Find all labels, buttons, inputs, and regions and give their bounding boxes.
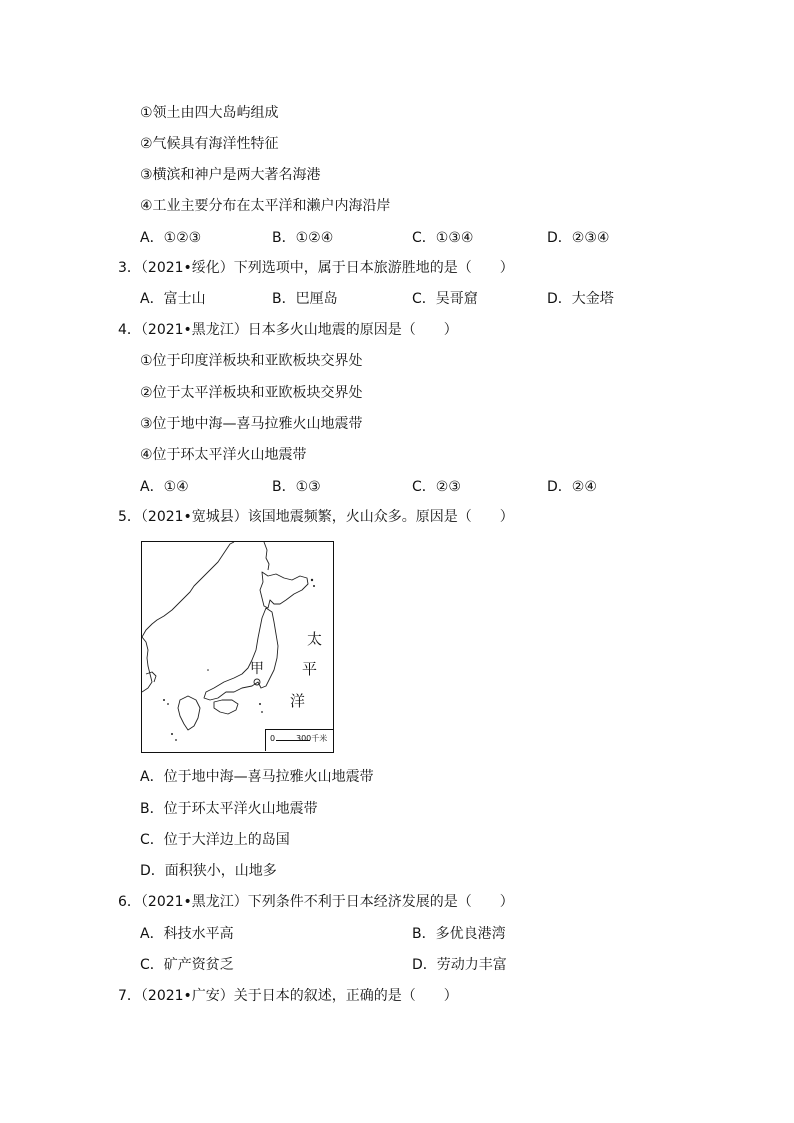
- q3-stem: 3．（2021•绥化）下列选项中，属于日本旅游胜地的是（ ）: [118, 260, 514, 276]
- ocean-label-yang: 洋: [290, 692, 306, 710]
- q5-option-c: C．位于大洋边上的岛国: [140, 832, 290, 848]
- q4-option-d: D．②④: [547, 479, 597, 495]
- q5-option-b: B．位于环太平洋火山地震带: [140, 801, 318, 817]
- q6-option-a: A．科技水平高: [140, 926, 234, 942]
- q3-option-b: B．巴厘岛: [272, 291, 338, 307]
- q5-option-a: A．位于地中海—喜马拉雅火山地震带: [140, 769, 374, 785]
- ocean-label-ping: 平: [302, 660, 318, 678]
- scale-value-label: 300千米: [296, 734, 328, 743]
- q2-option-c: C．①③④: [412, 230, 474, 246]
- q4-option-b: B．①③: [272, 479, 321, 495]
- q4-statement-1: ①位于印度洋板块和亚欧板块交界处: [140, 353, 363, 369]
- q2-statement-1: ①领土由四大岛屿组成: [140, 105, 279, 121]
- q4-statement-3: ③位于地中海—喜马拉雅火山地震带: [140, 416, 363, 432]
- q2-statement-4: ④工业主要分布在太平洋和濑户内海沿岸: [140, 198, 391, 214]
- scale-zero-label: 0: [270, 734, 276, 743]
- q3-option-a: A．富士山: [140, 291, 206, 307]
- q2-statement-3: ③横滨和神户是两大著名海港: [140, 167, 321, 183]
- q2-option-a: A．①②③: [140, 230, 202, 246]
- q4-statement-4: ④位于环太平洋火山地震带: [140, 447, 307, 463]
- city-label-jia: 甲: [250, 661, 264, 677]
- ocean-label-tai: 太: [307, 630, 323, 648]
- q6-option-b: B．多优良港湾: [412, 926, 506, 942]
- japan-map: [141, 541, 334, 753]
- q4-statement-2: ②位于太平洋板块和亚欧板块交界处: [140, 385, 363, 401]
- q5-option-d: D．面积狭小，山地多: [140, 863, 277, 879]
- q2-option-d: D．②③④: [547, 230, 610, 246]
- q6-option-d: D．劳动力丰富: [412, 957, 507, 973]
- q4-stem: 4．（2021•黑龙江）日本多火山地震的原因是（ ）: [118, 322, 458, 338]
- q7-stem: 7．（2021•广安）关于日本的叙述，正确的是（ ）: [118, 988, 458, 1004]
- scale-bar-frame: [265, 729, 333, 751]
- q2-option-b: B．①②④: [272, 230, 334, 246]
- q3-option-d: D．大金塔: [547, 291, 614, 307]
- q3-option-c: C．吴哥窟: [412, 291, 478, 307]
- q6-option-c: C．矿产资贫乏: [140, 957, 234, 973]
- q4-option-c: C．②③: [412, 479, 461, 495]
- q5-stem: 5．（2021•宽城县）该国地震频繁，火山众多。原因是（ ）: [118, 509, 514, 525]
- japan-map-outline: [142, 542, 332, 751]
- q4-option-a: A．①④: [140, 479, 189, 495]
- q6-stem: 6．（2021•黑龙江）下列条件不利于日本经济发展的是（ ）: [118, 894, 514, 910]
- q2-statement-2: ②气候具有海洋性特征: [140, 136, 279, 152]
